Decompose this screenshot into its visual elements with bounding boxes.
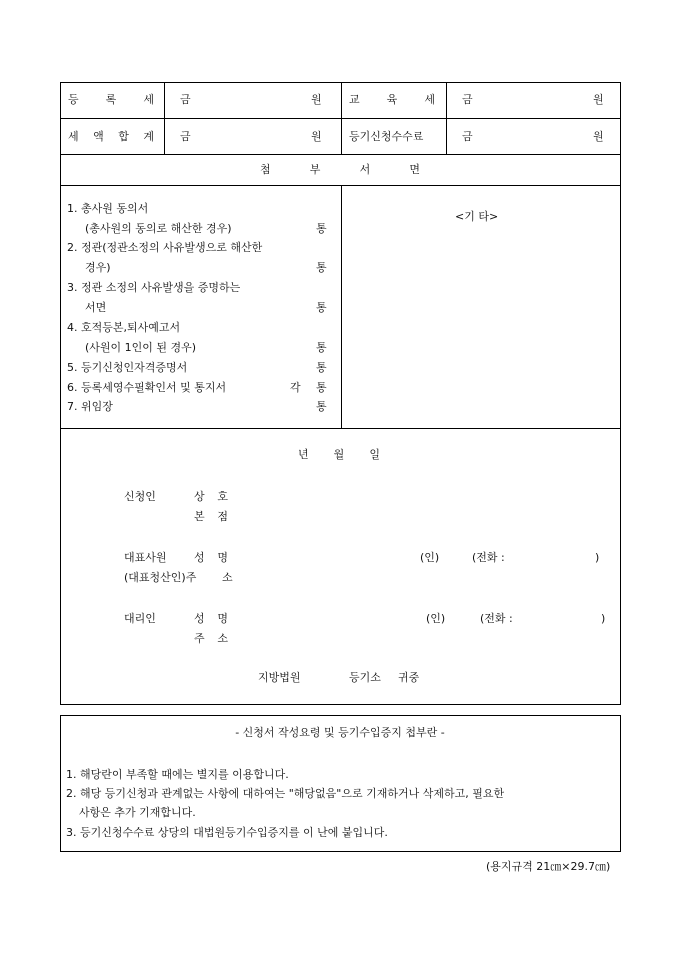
fee-table-col-divider — [341, 82, 342, 155]
attachment-item-3-unit: 통 — [316, 301, 327, 314]
attachment-item-6-unit: 통 — [316, 381, 327, 394]
attachment-item-6-each: 각 — [290, 381, 301, 394]
registration-tax-amount-unit: 원 — [311, 93, 322, 106]
registration-fee-amount-prefix: 금 — [462, 130, 473, 143]
trade-name-label: 상 호 — [194, 490, 228, 503]
representative-address-label: 소 — [222, 571, 233, 584]
attachment-item-4-line1: 4. 호적등본,퇴사예고서 — [67, 321, 181, 334]
fee-table-col-divider — [164, 118, 165, 155]
head-office-label: 본 점 — [194, 510, 228, 523]
addressee-label: 귀중 — [398, 671, 420, 684]
attachment-item-1-unit: 통 — [316, 222, 327, 235]
representative-name-label: 성 명 — [194, 551, 228, 564]
education-tax-amount-unit: 원 — [593, 93, 604, 106]
instruction-item-2-cont: 사항은 추가 기재합니다. — [79, 806, 196, 819]
registration-tax-label: 등 록 세 — [68, 93, 154, 106]
instructions-title: - 신청서 작성요령 및 등기수입증지 첩부란 - — [235, 726, 445, 739]
attachment-item-1-line2: (총사원의 동의로 해산한 경우) — [85, 222, 232, 235]
attachment-item-7-line1: 7. 위임장 — [67, 400, 113, 413]
district-court-label: 지방법원 — [258, 671, 301, 684]
other-attachments-label: <기 타> — [455, 210, 499, 223]
paper-size-note: (용지규격 21㎝×29.7㎝) — [486, 860, 611, 873]
attachment-item-5-unit: 통 — [316, 361, 327, 374]
representative-seal: (인) — [420, 551, 440, 564]
liquidator-label: (대표청산인)주 — [124, 571, 197, 584]
fee-table-col-divider — [446, 82, 447, 155]
attachments-bottom-divider — [60, 428, 621, 429]
agent-label: 대리인 — [124, 612, 156, 625]
instruction-item-3: 3. 등기신청수수료 상당의 대법원등기수입증지를 이 난에 붙입니다. — [66, 826, 388, 839]
attachments-header: 첨 부 서 면 — [260, 163, 420, 176]
tax-total-amount-unit: 원 — [311, 130, 322, 143]
attachments-col-divider — [341, 185, 342, 428]
attachment-item-4-unit: 통 — [316, 341, 327, 354]
attachment-item-2-line1: 2. 정관(정관소정의 사유발생으로 해산한 — [67, 241, 263, 254]
fee-table-col-divider — [164, 82, 165, 119]
representative-phone-close: ) — [595, 551, 600, 564]
registration-fee-amount-unit: 원 — [593, 130, 604, 143]
applicant-label: 신청인 — [124, 490, 156, 503]
tax-total-amount-prefix: 금 — [180, 130, 191, 143]
attachment-item-3-line1: 3. 정관 소정의 사유발생을 증명하는 — [67, 281, 241, 294]
agent-name-label: 성 명 — [194, 612, 228, 625]
attachment-item-7-unit: 통 — [316, 400, 327, 413]
attachment-item-2-line2: 경우) — [85, 261, 111, 274]
instruction-item-1: 1. 해당란이 부족할 때에는 별지를 이용합니다. — [66, 768, 289, 781]
tax-total-label: 세 액 합 계 — [68, 130, 154, 143]
attachment-item-6-line1: 6. 등록세영수필확인서 및 통지서 — [67, 381, 227, 394]
attachment-item-3-line2: 서면 — [85, 301, 107, 314]
attachment-item-2-unit: 통 — [316, 261, 327, 274]
representative-label: 대표사원 — [124, 551, 167, 564]
education-tax-label: 교 육 세 — [349, 93, 435, 106]
attachment-item-1-line1: 1. 총사원 동의서 — [67, 202, 149, 215]
instruction-item-2: 2. 해당 등기신청과 관계없는 사항에 대하여는 "해당없음"으로 기재하거나 삭제하고, 필요한 — [66, 787, 505, 800]
registration-fee-label: 등기신청수수료 — [349, 130, 424, 143]
attachment-item-5-line1: 5. 등기신청인자격증명서 — [67, 361, 188, 374]
agent-address-label: 주 소 — [194, 632, 228, 645]
attachment-item-4-line2: (사원이 1인이 된 경우) — [85, 341, 197, 354]
representative-phone-label: (전화 : — [472, 551, 505, 564]
date-line: 년 월 일 — [298, 448, 380, 461]
agent-seal: (인) — [426, 612, 446, 625]
education-tax-amount-prefix: 금 — [462, 93, 473, 106]
registration-tax-amount-prefix: 금 — [180, 93, 191, 106]
registry-office-label: 등기소 — [349, 671, 381, 684]
agent-phone-label: (전화 : — [480, 612, 513, 625]
agent-phone-close: ) — [601, 612, 606, 625]
